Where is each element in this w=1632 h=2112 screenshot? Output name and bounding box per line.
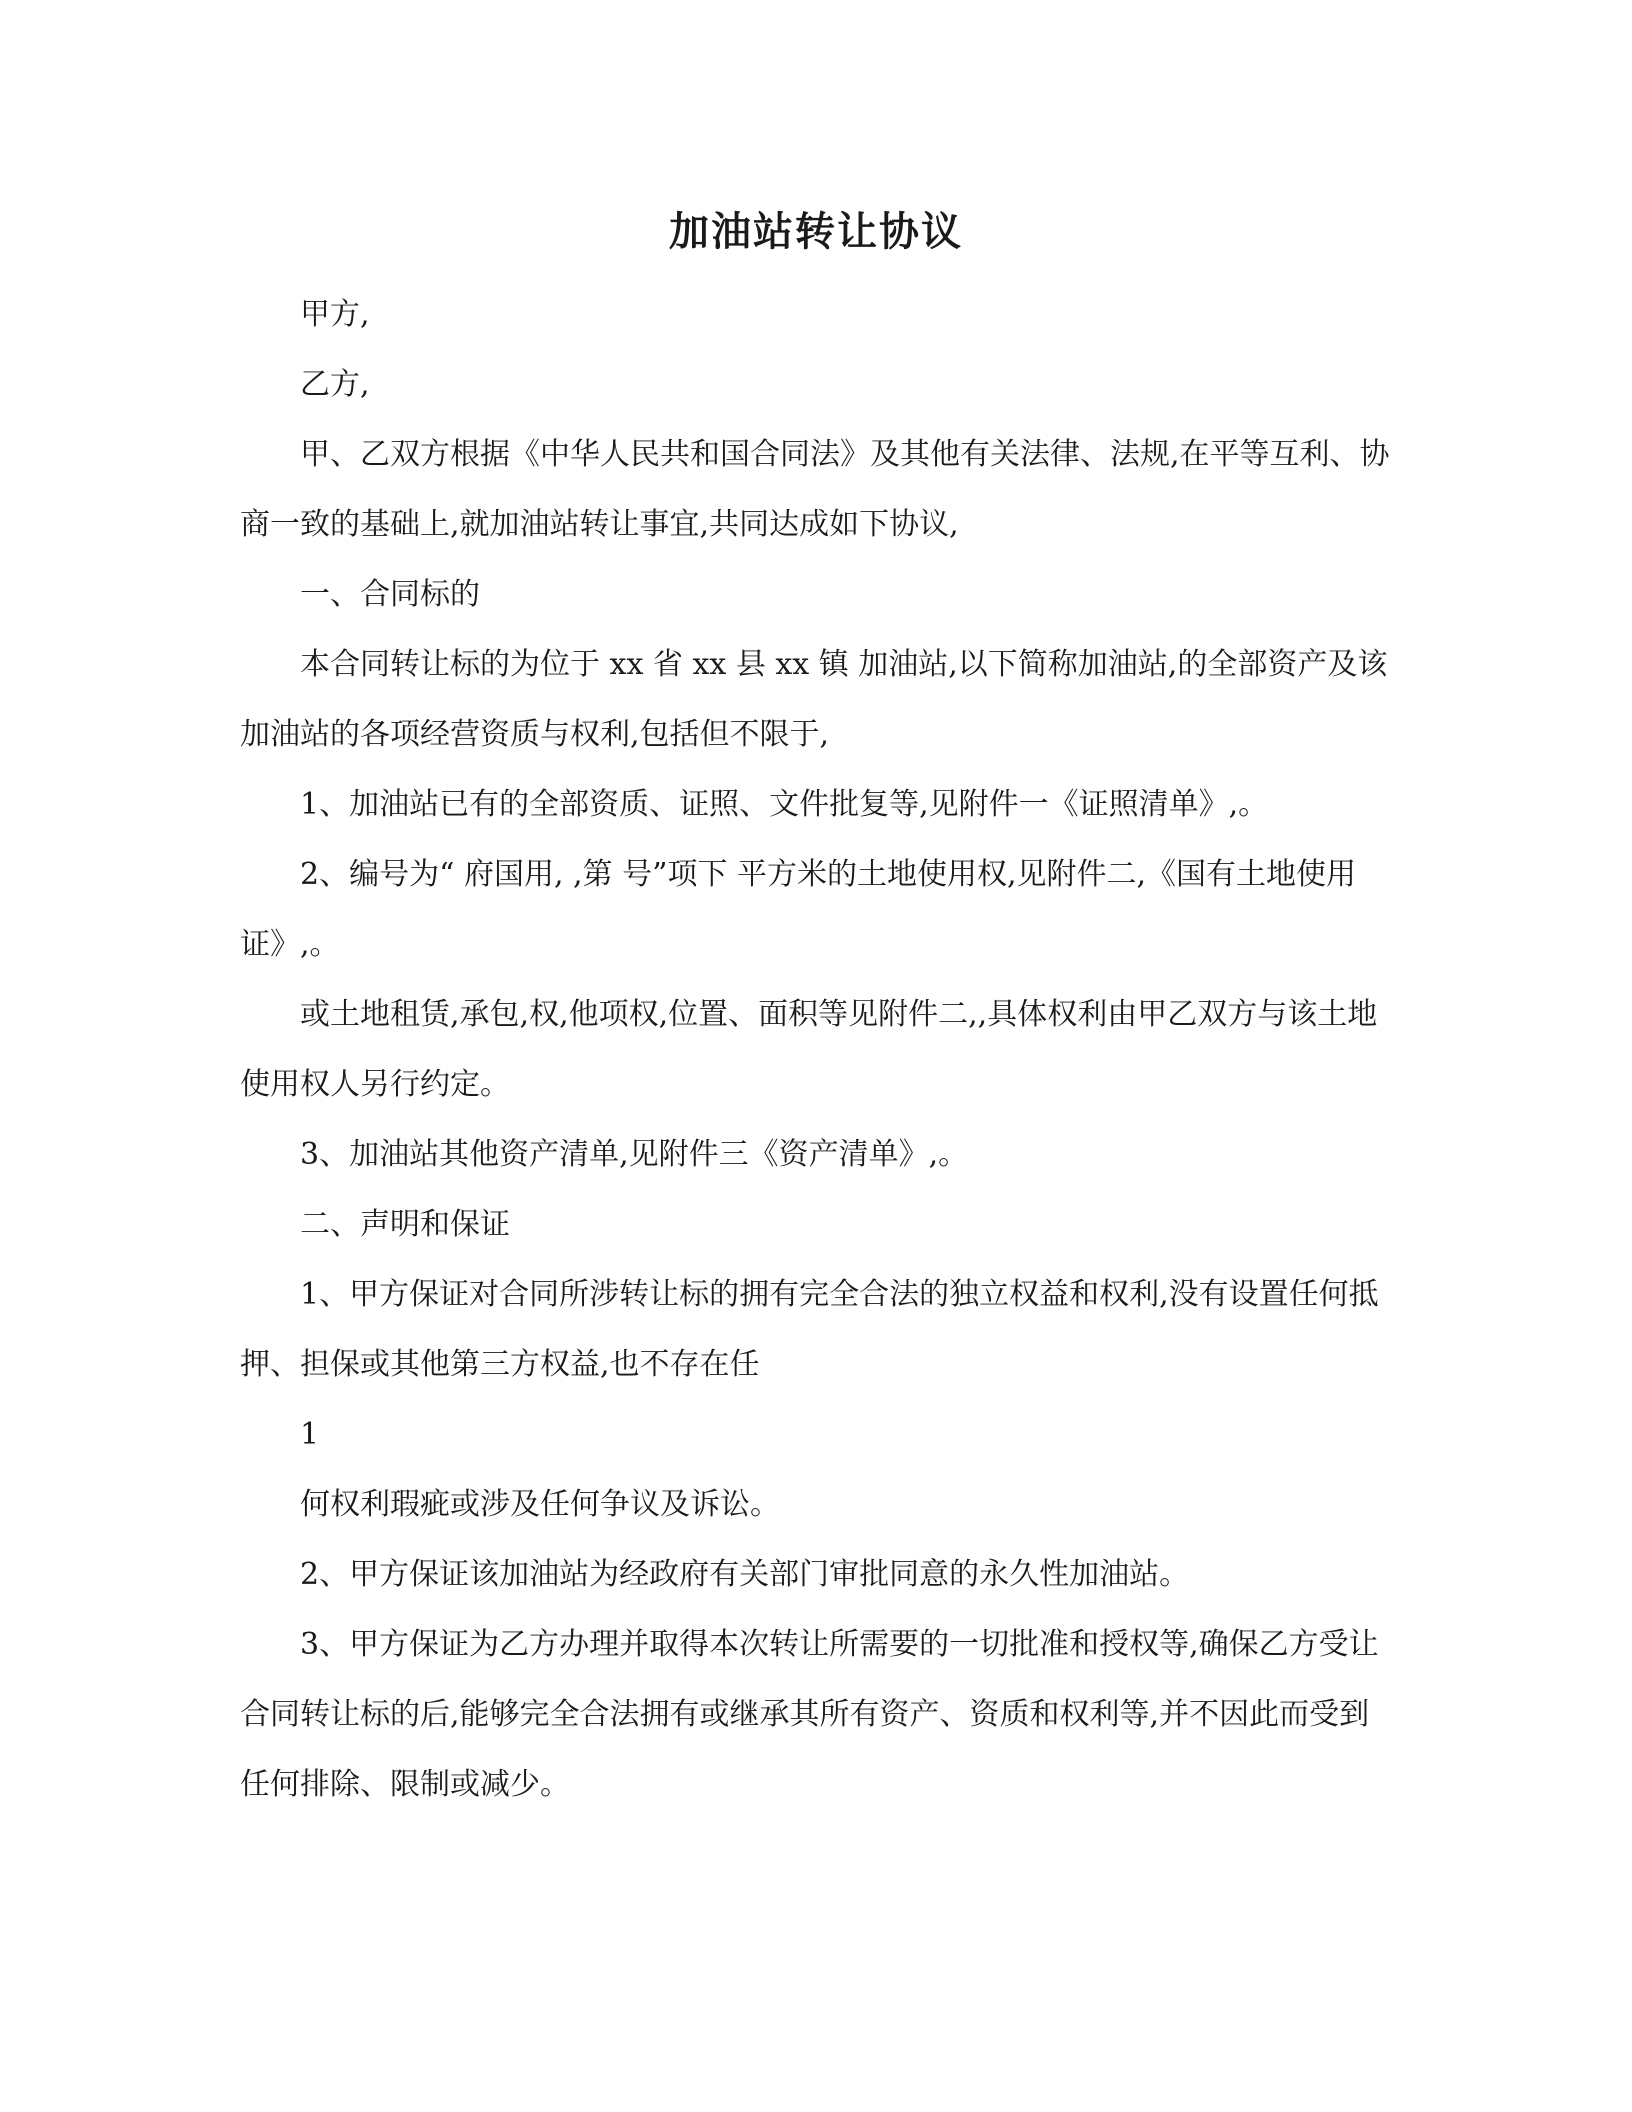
party-a-line: 甲方, xyxy=(300,297,370,332)
clause-1-3: 3、加油站其他资产清单,见附件三《资产清单》,。 xyxy=(300,1137,969,1172)
clause-2-1-continued: 何权利瑕疵或涉及任何争议及诉讼。 xyxy=(300,1487,780,1522)
document-body xyxy=(240,280,1392,1820)
document-title: 加油站转让协议 xyxy=(669,208,963,255)
preamble-paragraph: 甲、乙双方根据《中华人民共和国合同法》及其他有关法律、法规,在平等互利、协商一致的基础上,就加油站转让事宜,共同达成如下协议, xyxy=(240,437,1390,542)
clause-2-1: 1、甲方保证对合同所涉转让标的拥有完全合法的独立权益和权利,没有设置任何抵押、担保或其他第三方权益,也不存在任 xyxy=(240,1277,1379,1382)
party-b-line: 乙方, xyxy=(300,367,370,402)
section-heading-2: 二、声明和保证 xyxy=(300,1207,510,1242)
page-number: 1 xyxy=(300,1417,320,1452)
clause-1-2: 2、编号为“ 府国用, ,第 号”项下 平方米的土地使用权,见附件二,《国有土地使用证》,。 xyxy=(240,857,1357,962)
clause-2-2: 2、甲方保证该加油站为经政府有关部门审批同意的永久性加油站。 xyxy=(300,1557,1190,1592)
subject-paragraph: 本合同转让标的为位于 xx 省 xx 县 xx 镇 加油站,以下简称加油站,的全部资产及该加油站的各项经营资质与权利,包括但不限于, xyxy=(240,647,1388,752)
section-heading-1: 一、合同标的 xyxy=(300,577,480,612)
clause-1-2-alt: 或土地租赁,承包,权,他项权,位置、面积等见附件二,,具体权利由甲乙双方与该土地使用权人另行约定。 xyxy=(240,997,1378,1102)
clause-2-3: 3、甲方保证为乙方办理并取得本次转让所需要的一切批准和授权等,确保乙方受让合同转让标的后,能够完全合法拥有或继承其所有资产、资质和权利等,并不因此而受到任何排除、限制或减少。 xyxy=(240,1627,1379,1802)
clause-1-1: 1、加油站已有的全部资质、证照、文件批复等,见附件一《证照清单》,。 xyxy=(300,787,1269,822)
